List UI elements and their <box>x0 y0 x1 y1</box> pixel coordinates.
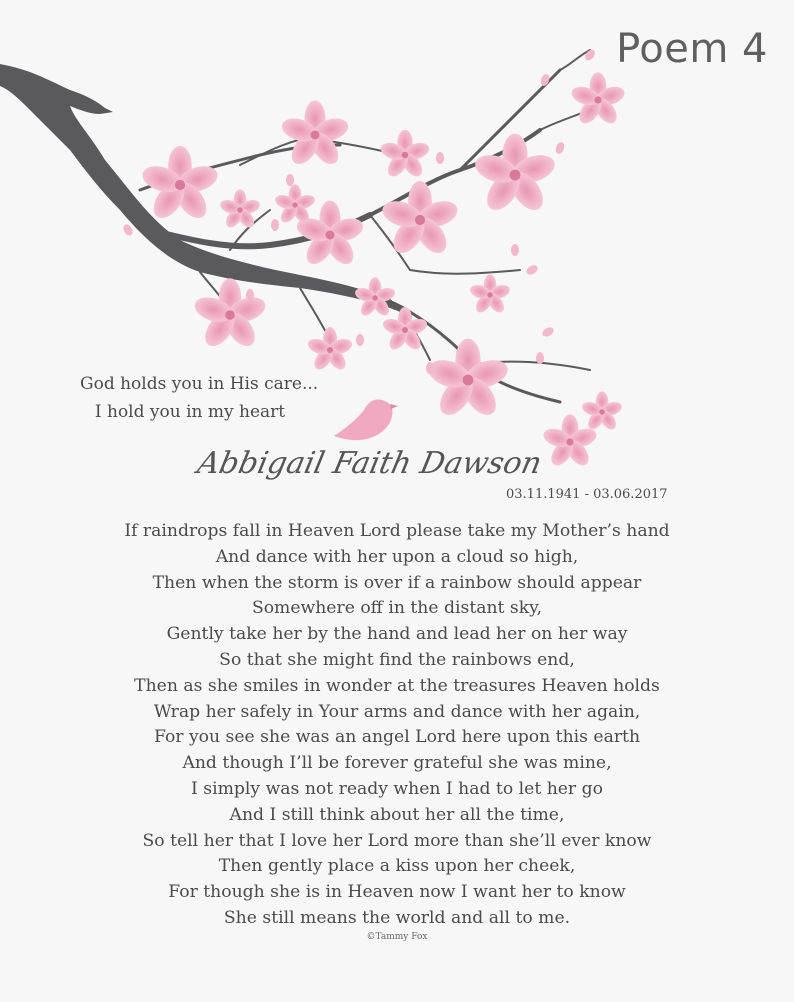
poem-line: And dance with her upon a cloud so high, <box>215 546 579 567</box>
poem-line: And I still think about her all the time, <box>229 804 565 825</box>
poem-line: For you see she was an angel Lord here upon this earth <box>153 727 641 748</box>
memorial-dates: 03.11.1941 - 03.06.2017 <box>506 487 668 502</box>
copyright-credit: ©Tammy Fox <box>366 932 428 942</box>
poem-line: Then gently place a kiss upon her cheek, <box>218 856 576 877</box>
poem-line: I simply was not ready when I had to let her go <box>191 778 603 799</box>
poem-line: So tell her that I love her Lord more than she’ll ever know <box>142 830 652 851</box>
poem-line: Somewhere off in the distant sky, <box>251 598 543 619</box>
poem-line: And though I’ll be forever grateful she was mine, <box>182 753 612 774</box>
page-title: Poem 4 <box>616 26 768 72</box>
poem-line: Wrap her safely in Your arms and dance with her again, <box>153 701 641 722</box>
poem-line: Then when the storm is over if a rainbow should appear <box>152 572 642 593</box>
poem-line: She still means the world and all to me. <box>223 907 571 928</box>
poem-line: If raindrops fall in Heaven Lord please take my Mother’s hand <box>124 521 670 541</box>
name-text: Abbigail Faith Dawson <box>194 446 545 481</box>
sentiment-line-1: God holds you in His care... <box>80 374 319 394</box>
sentiment-line-2: I hold you in my heart <box>94 402 286 422</box>
poem-line: So that she might find the rainbows end, <box>219 649 575 670</box>
poem-body <box>60 519 734 932</box>
bird-icon <box>334 399 398 440</box>
poem-line: Gently take her by the hand and lead her on her way <box>166 624 628 645</box>
poem-line: For though she is in Heaven now I want her to know <box>168 882 626 903</box>
poem-line: Then as she smiles in wonder at the treasures Heaven holds <box>134 675 660 696</box>
sentiment-text <box>80 370 319 426</box>
memorial-name <box>190 444 545 504</box>
